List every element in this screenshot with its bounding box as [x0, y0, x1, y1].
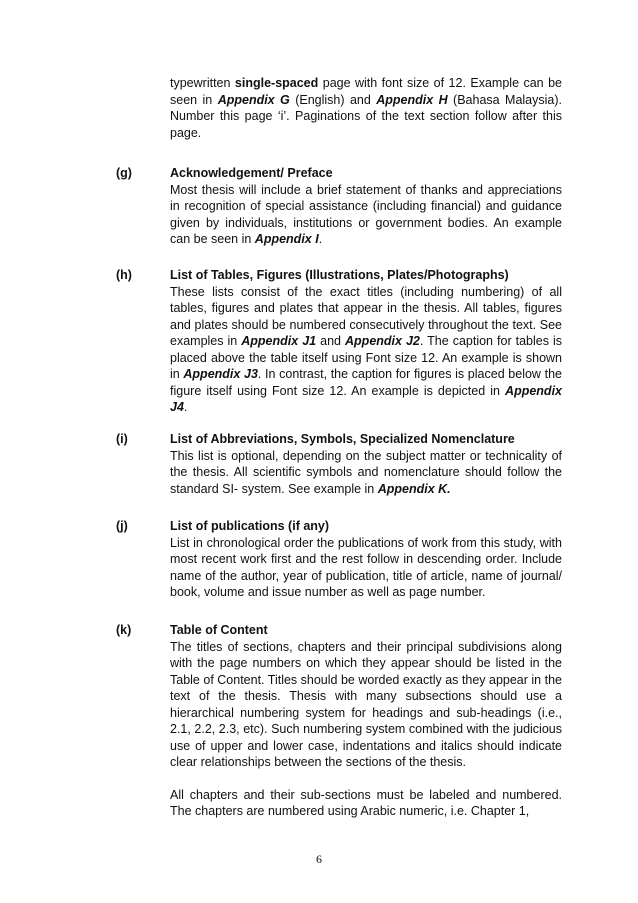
appendix-g-ref: Appendix G [217, 92, 290, 107]
intro-text-4: (Bahasa Malaysia). Number this page ‘i’. Paginations of the text section follow after this page. [170, 92, 562, 140]
section-j-body: List in chronological order the publications of work from this study, with most recent work first and the rest follow in descending order. Include name of the author, year of publication, title of article, name of journal/ book, volume and issue number as well as page number. [170, 535, 562, 599]
section-h-text-3: . The caption for tables is placed above the table itself using Font size 12. An example is shown in [170, 334, 563, 381]
intro-paragraph-block [122, 75, 562, 141]
section-k-body-1: The titles of sections, chapters and their principal subdivisions along with the page numbers on which they appear should be listed in the Table of Content. Titles should be worded exactly as they appear in the text of the thesis. Thesis with many subsections should use a hierarchical numbering system for headings and sub-headings (i.e., 2.1, 2.2, 2.3, etc). Such numbering system combined with the judicious use of upper and lower case, indentations and italics should indicate clear relationships between the sections of the thesis. [170, 639, 562, 769]
section-h-text-1: These lists consist of the exact titles (including numbering) of all tables, figures and plates that appear in the thesis. All tables, figures and plates should be numbered consecutively throughout the text. See examples in [170, 284, 562, 348]
section-j-marker: (j) [116, 519, 128, 533]
appendix-j2-ref: Appendix J2 [345, 334, 420, 348]
appendix-h-ref: Appendix H [376, 92, 448, 107]
appendix-j4-ref: Appendix J4 [170, 383, 562, 414]
appendix-k-ref: Appendix K. [377, 481, 451, 496]
section-j [116, 518, 562, 601]
section-j-heading: List of publications (if any) [170, 519, 330, 533]
appendix-j1-ref: Appendix J1 [241, 334, 317, 348]
section-h [116, 267, 563, 416]
section-i-text-1: This list is optional, depending on the subject matter or technicality of the thesis. All scientific symbols and nomenclature should follow the standard SI- system. See example in [170, 448, 562, 496]
section-h-body [170, 284, 562, 416]
section-k-marker: (k) [116, 623, 132, 637]
section-g-text-2: . [318, 232, 323, 246]
section-g-marker: (g) [116, 166, 132, 180]
appendix-i-ref: Appendix I [254, 232, 319, 246]
appendix-j3-ref: Appendix J3 [183, 367, 258, 381]
page-number: 6 [316, 852, 322, 866]
section-g-text-1: Most thesis will include a brief statement of thanks and appreciations in recognition of special assistance (including financial) and guidance given by individuals, institutions or government bodies. An example can be seen in [170, 182, 562, 246]
section-i-heading: List of Abbreviations, Symbols, Specialized Nomenclature [170, 432, 515, 446]
section-i-marker: (i) [116, 432, 128, 446]
section-g-body [170, 182, 562, 248]
section-g-heading: Acknowledgement/ Preface [170, 166, 333, 180]
intro-paragraph [170, 75, 562, 141]
section-h-text-5: . [183, 400, 188, 414]
section-h-marker: (h) [116, 268, 132, 282]
intro-text-3: (English) and [289, 92, 377, 107]
section-k-heading: Table of Content [170, 623, 268, 637]
section-g [116, 165, 562, 248]
section-h-heading: List of Tables, Figures (Illustrations, Plates/Photographs) [170, 268, 509, 282]
section-k [116, 622, 562, 820]
section-h-text-2: and [316, 334, 346, 348]
section-k-body-2: All chapters and their sub-sections must be labeled and numbered. The chapters are numbered using Arabic numeric, i.e. Chapter 1, [170, 787, 562, 818]
section-i [116, 431, 562, 497]
intro-text-1: typewritten [170, 76, 235, 90]
intro-bold-term: single-spaced [234, 76, 319, 90]
section-h-text-4: . In contrast, the caption for figures is placed below the figure itself using Font size 12. An example is depicted in [170, 367, 562, 398]
section-i-body [170, 448, 562, 498]
intro-text-2: page with font size of 12. Example can be seen in [170, 76, 562, 107]
